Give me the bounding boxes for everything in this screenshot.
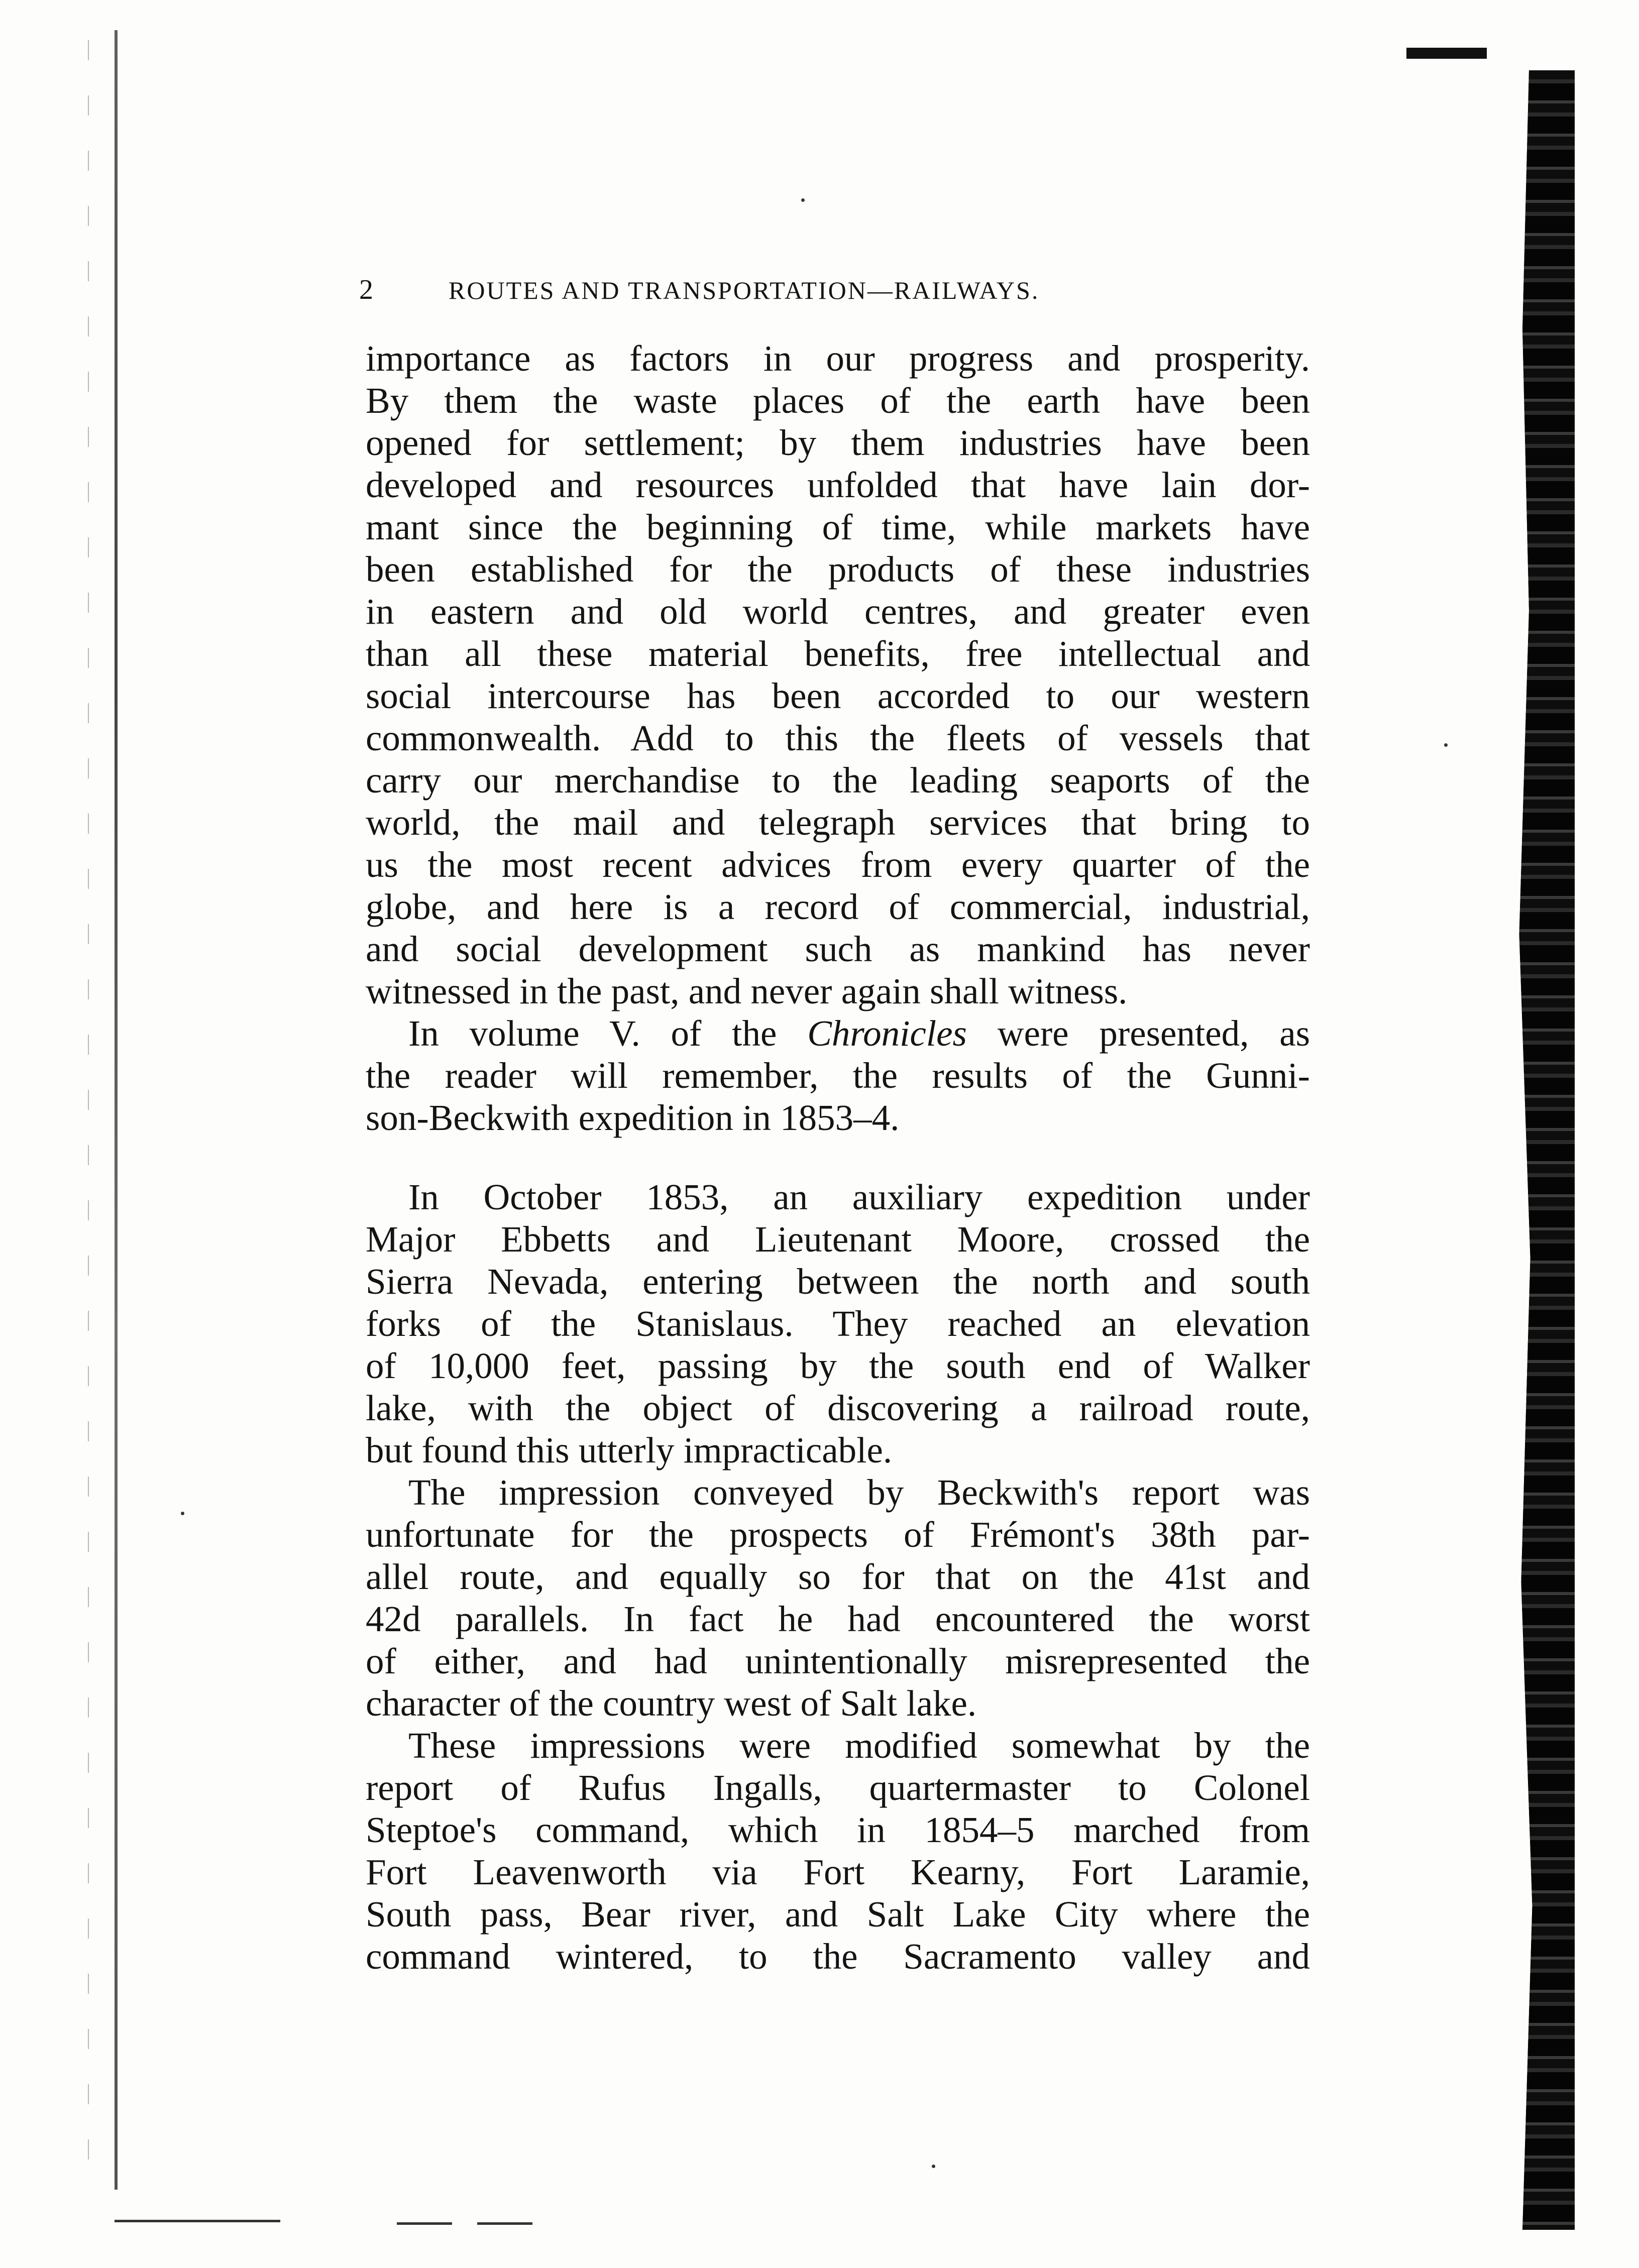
text-line: in eastern and old world centres, and greater even: [366, 591, 1310, 632]
text-line: [366, 1012, 1310, 1055]
text-line: command wintered, to the Sacramento valley and: [366, 1936, 1310, 1977]
scan-bottom-dash: [477, 2222, 532, 2225]
text-line: unfortunate for the prospects of Frémont's 38th par-: [366, 1514, 1310, 1555]
text-line: of 10,000 feet, passing by the south end of Walker: [366, 1345, 1310, 1386]
text-line: The impression conveyed by Beckwith's report was: [408, 1472, 1310, 1513]
text-line: developed and resources unfolded that have lain dor-: [366, 465, 1310, 505]
text-line: social intercourse has been accorded to our western: [366, 675, 1310, 716]
text-line: us the most recent advices from every quarter of the: [366, 844, 1310, 885]
text-line: lake, with the object of discovering a railroad route,: [366, 1388, 1310, 1428]
text-line: witnessed in the past, and never again shall witness.: [366, 971, 1128, 1011]
text-line: In October 1853, an auxiliary expedition under: [408, 1177, 1310, 1217]
text-line: forks of the Stanislaus. They reached an elevation: [366, 1303, 1310, 1344]
text-run: In volume V. of the: [408, 1013, 808, 1054]
running-head: [359, 274, 1039, 306]
scan-bottom-dash: [397, 2222, 452, 2225]
text-line: Steptoe's command, which in 1854–5 marched from: [366, 1809, 1310, 1850]
text-line: character of the country west of Salt lake.: [366, 1683, 977, 1724]
text-line: Sierra Nevada, entering between the north and south: [366, 1261, 1310, 1302]
text-line: report of Rufus Ingalls, quartermaster to Colonel: [366, 1767, 1310, 1808]
text-run: were presented, as: [966, 1013, 1310, 1054]
text-line: than all these material benefits, free intellectual and: [366, 633, 1310, 674]
text-line: globe, and here is a record of commercial, industrial,: [366, 886, 1310, 927]
text-line: Fort Leavenworth via Fort Kearny, Fort Laramie,: [366, 1852, 1310, 1892]
text-line: By them the waste places of the earth have been: [366, 380, 1310, 421]
scan-binding-edge: [115, 30, 118, 2190]
text-line: son-Beckwith expedition in 1853–4.: [366, 1097, 900, 1138]
text-block-1: [366, 337, 1310, 1139]
text-line: importance as factors in our progress and prosperity.: [366, 338, 1310, 379]
scan-mark: [1406, 48, 1487, 59]
scan-speck: [932, 2165, 935, 2168]
text-line: opened for settlement; by them industries have been: [366, 422, 1310, 463]
page-number: 2: [359, 274, 373, 305]
text-line: world, the mail and telegraph services that bring to: [366, 802, 1310, 843]
scan-speck: [181, 1512, 184, 1515]
text-line: South pass, Bear river, and Salt Lake City where the: [366, 1894, 1310, 1935]
text-block-2: [366, 1176, 1310, 1978]
text-line: These impressions were modified somewhat by the: [408, 1725, 1310, 1766]
text-line: carry our merchandise to the leading seaports of the: [366, 760, 1310, 801]
text-line: 42d parallels. In fact he had encountered the worst: [366, 1599, 1310, 1639]
text-line: commonwealth. Add to this the fleets of vessels that: [366, 718, 1310, 758]
text-line: allel route, and equally so for that on the 41st and: [366, 1556, 1310, 1597]
text-line: mant since the beginning of time, while markets have: [366, 507, 1310, 547]
scan-page-edge: [1509, 70, 1575, 2230]
text-line: the reader will remember, the results of the Gunni-: [366, 1055, 1310, 1096]
scan-speck: [1444, 743, 1448, 747]
scan-speck: [801, 198, 805, 202]
running-title: ROUTES AND TRANSPORTATION—RAILWAYS.: [449, 276, 1040, 304]
text-line: been established for the products of these industries: [366, 549, 1310, 590]
text-line: but found this utterly impracticable.: [366, 1430, 893, 1470]
text-line: Major Ebbetts and Lieutenant Moore, crossed the: [366, 1219, 1310, 1260]
italic-title: Chronicles: [807, 1013, 967, 1054]
text-line: of either, and had unintentionally misrepresented the: [366, 1641, 1310, 1681]
scan-bottom-rule: [115, 2220, 280, 2222]
text-line: and social development such as mankind has never: [366, 929, 1310, 969]
scan-binding-shadow: [88, 40, 89, 2175]
